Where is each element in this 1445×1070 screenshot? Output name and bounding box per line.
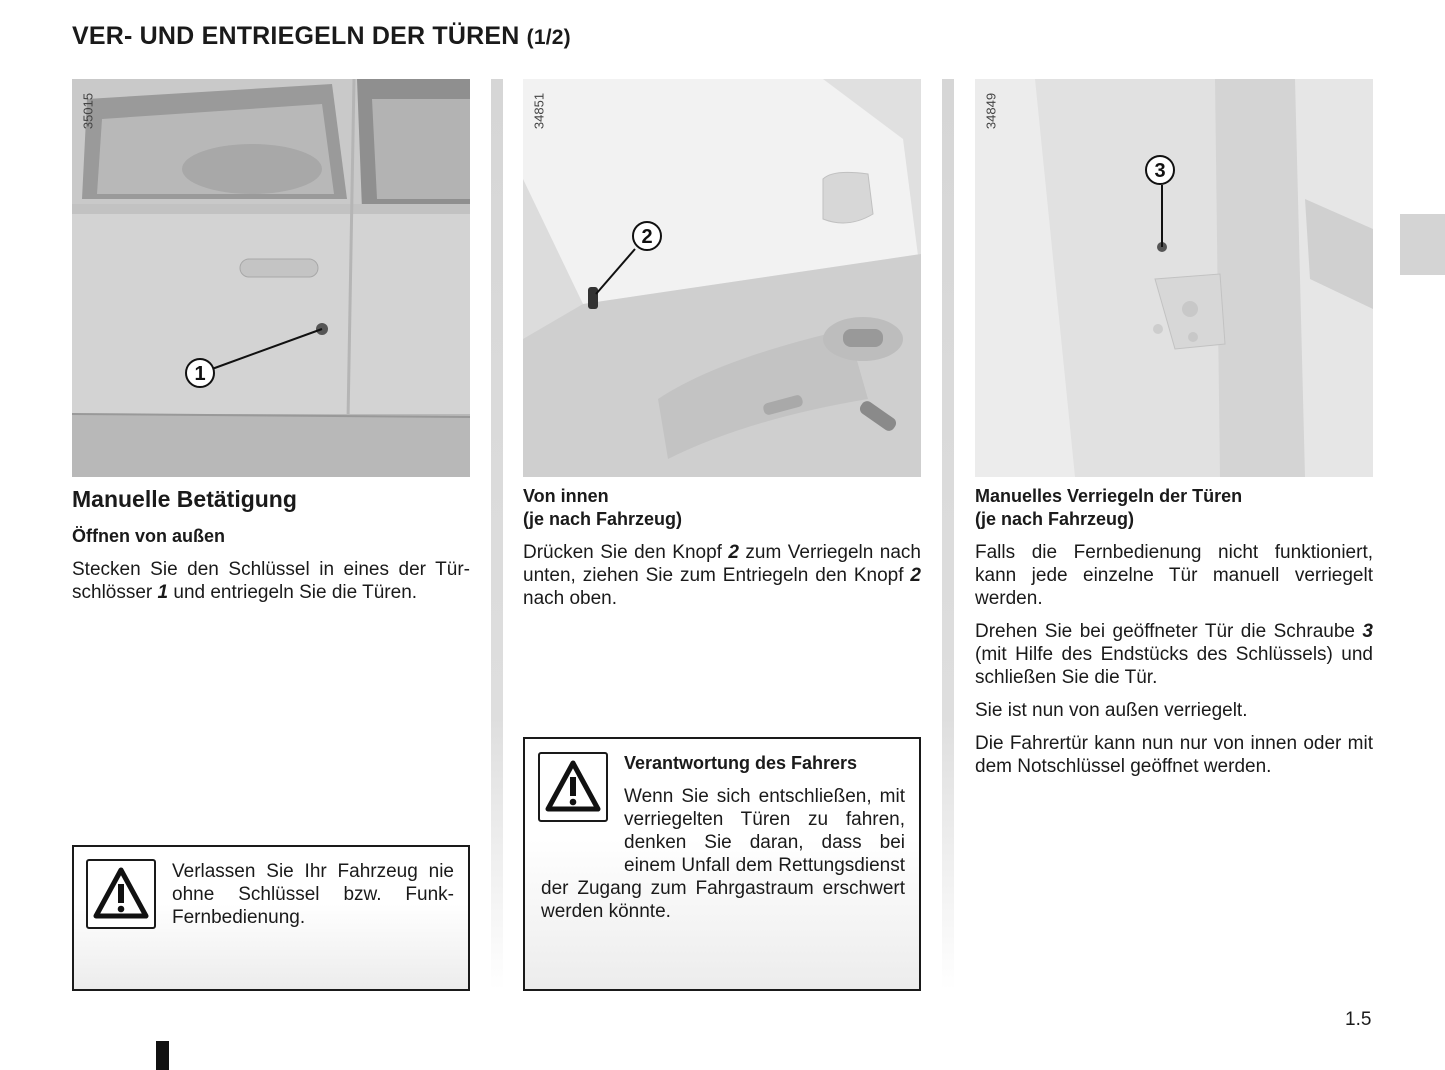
figure-reference: 34849 <box>983 92 999 130</box>
figure-door-pillar <box>975 79 1373 477</box>
warning-box-driver <box>523 737 921 991</box>
column-divider <box>942 79 954 990</box>
subheading: Öffnen von außen <box>72 526 225 546</box>
warning-title: Verantwortung des Fahrers <box>624 753 858 773</box>
callout-2: 2 <box>641 226 653 248</box>
paragraph: Die Fahrertür kann nun nur von innen oder mit dem Notschlüssel geöffnet werden. <box>975 733 1373 777</box>
section-heading: Manuelle Betätigung <box>72 486 297 512</box>
figure-door-interior <box>523 79 921 477</box>
warning-box <box>72 845 470 991</box>
reference-number: 1 <box>157 582 169 603</box>
figure-reference: 35015 <box>80 92 96 130</box>
warning-text: Wenn Sie sich entschließen, mit verriegelten Türen zu fahren, denken Sie daran, dass bei einem Unfall dem Rettungsdienst der Zugang zum Fahrgastraum erschwert werden könnte. <box>541 786 905 922</box>
paragraph: Falls die Fernbedienung nicht funktioniert, kann jede einzelne Tür manuell verriegelt werden. <box>975 542 1373 609</box>
paragraph: Drehen Sie bei geöffneter Tür die Schraube 3 (mit Hilfe des Endstücks des Schlüssels) und schließen Sie die Tür. <box>975 621 1373 688</box>
figure-reference: 34851 <box>531 92 547 130</box>
door-exterior-illustration <box>72 79 470 477</box>
print-mark <box>156 1041 169 1070</box>
section-heading: Manuelles Verriegeln der Türen (je nach Fahrzeug) <box>975 486 1243 529</box>
warning-text: Verlassen Sie Ihr Fahrzeug nie ohne Schlüssel bzw. Funk-Fernbedienung. <box>172 861 454 928</box>
column-3-text <box>975 485 1373 788</box>
paragraph: Stecken Sie den Schlüssel in eines der Tür-schlösser 1 und entriegeln Sie die Türen. <box>72 559 470 603</box>
reference-number: 3 <box>1362 621 1373 642</box>
column-divider <box>491 79 503 990</box>
title-main: VER- UND ENTRIEGELN DER TÜREN <box>72 22 520 50</box>
door-pillar-illustration <box>975 79 1373 477</box>
figure-door-exterior <box>72 79 470 477</box>
reference-number: 2 <box>910 565 921 586</box>
paragraph: Sie ist nun von außen verriegelt. <box>975 700 1248 721</box>
page-title <box>72 22 571 51</box>
column-2-text <box>523 485 921 620</box>
paragraph: Drücken Sie den Knopf 2 zum Verriegeln nach unten, ziehen Sie zum Entriegeln den Knopf 2 nach oben. <box>523 542 921 609</box>
chapter-tab <box>1400 214 1445 275</box>
section-heading: Von innen (je nach Fahrzeug) <box>523 486 683 529</box>
callout-1: 1 <box>194 363 206 385</box>
title-suffix: (1/2) <box>526 26 571 49</box>
door-interior-illustration <box>523 79 921 477</box>
reference-number: 2 <box>728 542 739 563</box>
warning-icon <box>86 859 156 929</box>
page-number: 1.5 <box>1345 1009 1372 1030</box>
column-1-text <box>72 485 470 614</box>
callout-3: 3 <box>1154 160 1166 182</box>
